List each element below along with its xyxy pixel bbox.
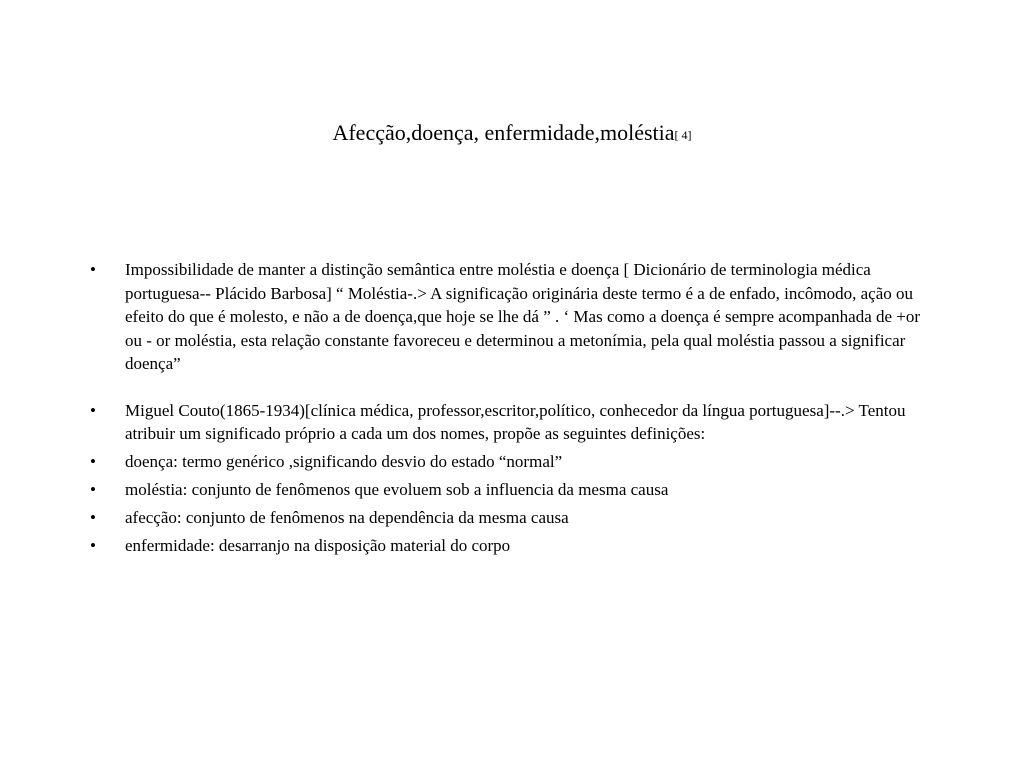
bullet-item (90, 450, 928, 474)
slide-title (0, 118, 1024, 150)
bullet-icon: • (90, 400, 96, 420)
bullet-item (90, 258, 928, 376)
bullet-text: moléstia: conjunto de fenômenos que evoluem sob a influencia da mesma causa (125, 480, 669, 499)
bullet-text: doença: termo genérico ,significando desvio do estado “normal” (125, 452, 563, 471)
bullet-item (90, 506, 928, 530)
bullet-icon: • (90, 480, 96, 499)
bullet-text: Impossibilidade de manter a distinção semântica entre moléstia e doença [ Dicionário de terminologia médica portuguesa-- Plácido Barbosa] “ Moléstia-.> A significação originária deste termo é a de enfado, incômodo, ação ou efeito do que é molesto, e não a de doença,que hoje se lhe dá ” . ‘ Mas como a doença é sempre acompanhada de +or ou - or moléstia, esta relação constante favoreceu e determinou a metonímia, pela qual moléstia passou a significar doença” (125, 260, 921, 373)
bullet-item (90, 534, 928, 558)
bullet-text: enfermidade: desarranjo na disposição material do corpo (125, 536, 511, 555)
bullet-icon: • (90, 508, 96, 527)
bullet-text: Miguel Couto(1865-1934)[clínica médica, professor,escritor,político, conhecedor da língua portuguesa]--.> Tentou atribuir um significado próprio a cada um dos nomes, propõe as seguintes definições: (125, 400, 906, 443)
bullet-item (90, 478, 928, 502)
bullet-icon: • (90, 260, 96, 279)
slide-title-reference: [ 4] (674, 128, 692, 142)
bullet-icon: • (90, 452, 96, 471)
bullet-icon: • (90, 536, 96, 555)
bullet-text: afecção: conjunto de fenômenos na dependência da mesma causa (125, 508, 569, 527)
bullet-list (90, 258, 928, 558)
slide-title-text: Afecção,doença, enfermidade,moléstia (332, 120, 675, 145)
bullet-item (90, 399, 928, 446)
